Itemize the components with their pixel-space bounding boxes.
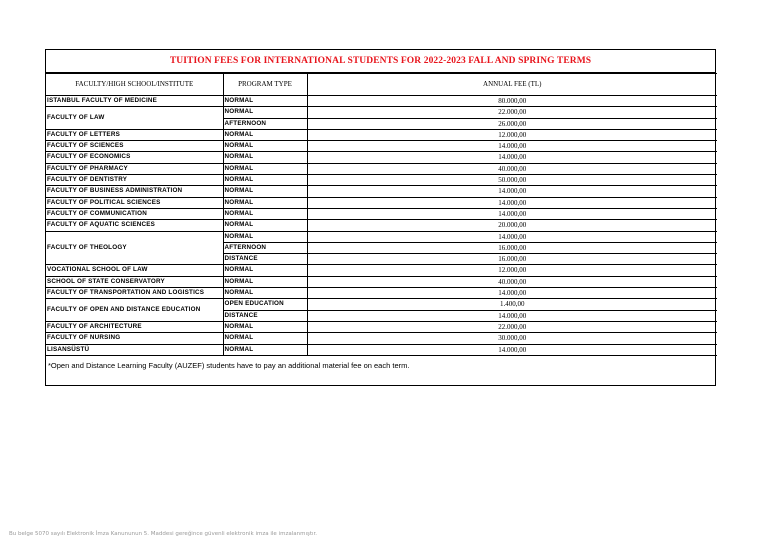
annual-fee-cell: 40.000,00	[307, 276, 717, 287]
program-type-cell: NORMAL	[223, 175, 307, 186]
faculty-cell: FACULTY OF NURSING	[46, 333, 223, 344]
program-type-cell: OPEN EDUCATION	[223, 299, 307, 310]
program-column-header: PROGRAM TYPE	[223, 74, 307, 96]
table-row	[46, 288, 717, 299]
table-row	[46, 129, 717, 140]
program-type-cell: NORMAL	[223, 344, 307, 355]
program-type-cell: NORMAL	[223, 321, 307, 332]
table-row	[46, 321, 717, 332]
e-signature-footer: Bu belge 5070 sayılı Elektronik İmza Kanununun 5. Maddesi gereğince güvenli elektronik imza ile imzalanmıştır.	[9, 531, 318, 537]
annual-fee-cell: 14.000,00	[307, 152, 717, 163]
table-row	[46, 208, 717, 219]
annual-fee-cell: 50.000,00	[307, 175, 717, 186]
annual-fee-cell: 14.000,00	[307, 310, 717, 321]
annual-fee-cell: 30.000,00	[307, 333, 717, 344]
annual-fee-cell: 26.000,00	[307, 118, 717, 129]
faculty-cell: FACULTY OF OPEN AND DISTANCE EDUCATION	[46, 299, 223, 322]
fee-table-body	[46, 96, 717, 356]
annual-fee-cell: 14.000,00	[307, 344, 717, 355]
faculty-cell: VOCATIONAL SCHOOL OF LAW	[46, 265, 223, 276]
annual-fee-cell: 40.000,00	[307, 163, 717, 174]
annual-fee-cell: 14.000,00	[307, 186, 717, 197]
faculty-cell: FACULTY OF SCIENCES	[46, 141, 223, 152]
program-type-cell: NORMAL	[223, 231, 307, 242]
program-type-cell: NORMAL	[223, 288, 307, 299]
program-type-cell: AFTERNOON	[223, 242, 307, 253]
program-type-cell: NORMAL	[223, 220, 307, 231]
footnote: *Open and Distance Learning Faculty (AUZEF) students have to pay an additional material fee on each term.	[48, 361, 410, 371]
faculty-cell: ISTANBUL FACULTY OF MEDICINE	[46, 96, 223, 107]
faculty-cell: FACULTY OF BUSINESS ADMINISTRATION	[46, 186, 223, 197]
program-type-cell: NORMAL	[223, 129, 307, 140]
program-type-cell: DISTANCE	[223, 254, 307, 265]
program-type-cell: NORMAL	[223, 265, 307, 276]
annual-fee-cell: 14.000,00	[307, 197, 717, 208]
faculty-column-header: FACULTY/HIGH SCHOOL/INSTITUTE	[46, 74, 223, 96]
annual-fee-cell: 14.000,00	[307, 141, 717, 152]
annual-fee-cell: 16.000,00	[307, 242, 717, 253]
annual-fee-cell: 22.000,00	[307, 321, 717, 332]
table-row	[46, 141, 717, 152]
table-row	[46, 344, 717, 355]
fee-column-header: ANNUAL FEE (TL)	[307, 74, 717, 96]
faculty-cell: FACULTY OF POLITICAL SCIENCES	[46, 197, 223, 208]
table-row	[46, 333, 717, 344]
table-title: TUITION FEES FOR INTERNATIONAL STUDENTS FOR 2022-2023 FALL AND SPRING TERMS	[46, 50, 715, 73]
annual-fee-cell: 1.400,00	[307, 299, 717, 310]
table-row	[46, 152, 717, 163]
program-type-cell: NORMAL	[223, 208, 307, 219]
program-type-cell: AFTERNOON	[223, 118, 307, 129]
faculty-cell: FACULTY OF LETTERS	[46, 129, 223, 140]
faculty-cell: FACULTY OF TRANSPORTATION AND LOGISTICS	[46, 288, 223, 299]
program-type-cell: NORMAL	[223, 163, 307, 174]
table-row	[46, 107, 717, 118]
faculty-cell: FACULTY OF THEOLOGY	[46, 231, 223, 265]
annual-fee-cell: 14.000,00	[307, 288, 717, 299]
annual-fee-cell: 14.000,00	[307, 208, 717, 219]
program-type-cell: NORMAL	[223, 197, 307, 208]
table-row	[46, 231, 717, 242]
faculty-cell: FACULTY OF ARCHITECTURE	[46, 321, 223, 332]
program-type-cell: NORMAL	[223, 333, 307, 344]
fee-table	[46, 73, 717, 356]
program-type-cell: NORMAL	[223, 186, 307, 197]
faculty-cell: FACULTY OF LAW	[46, 107, 223, 130]
header-row	[46, 74, 717, 96]
table-row	[46, 220, 717, 231]
table-row	[46, 299, 717, 310]
program-type-cell: DISTANCE	[223, 310, 307, 321]
faculty-cell: FACULTY OF COMMUNICATION	[46, 208, 223, 219]
program-type-cell: NORMAL	[223, 107, 307, 118]
program-type-cell: NORMAL	[223, 96, 307, 107]
annual-fee-cell: 12.000,00	[307, 129, 717, 140]
table-row	[46, 96, 717, 107]
table-row	[46, 265, 717, 276]
annual-fee-cell: 12.000,00	[307, 265, 717, 276]
annual-fee-cell: 16.000,00	[307, 254, 717, 265]
table-row	[46, 163, 717, 174]
faculty-cell: FACULTY OF DENTISTRY	[46, 175, 223, 186]
faculty-cell: FACULTY OF PHARMACY	[46, 163, 223, 174]
table-row	[46, 276, 717, 287]
program-type-cell: NORMAL	[223, 152, 307, 163]
annual-fee-cell: 80.000,00	[307, 96, 717, 107]
faculty-cell: LISANSÜSTÜ	[46, 344, 223, 355]
table-row	[46, 197, 717, 208]
program-type-cell: NORMAL	[223, 276, 307, 287]
program-type-cell: NORMAL	[223, 141, 307, 152]
fee-table-sheet	[45, 49, 716, 386]
table-row	[46, 175, 717, 186]
annual-fee-cell: 14.000,00	[307, 231, 717, 242]
annual-fee-cell: 22.000,00	[307, 107, 717, 118]
faculty-cell: FACULTY OF AQUATIC SCIENCES	[46, 220, 223, 231]
faculty-cell: SCHOOL OF STATE CONSERVATORY	[46, 276, 223, 287]
annual-fee-cell: 20.000,00	[307, 220, 717, 231]
faculty-cell: FACULTY OF ECONOMICS	[46, 152, 223, 163]
table-row	[46, 186, 717, 197]
